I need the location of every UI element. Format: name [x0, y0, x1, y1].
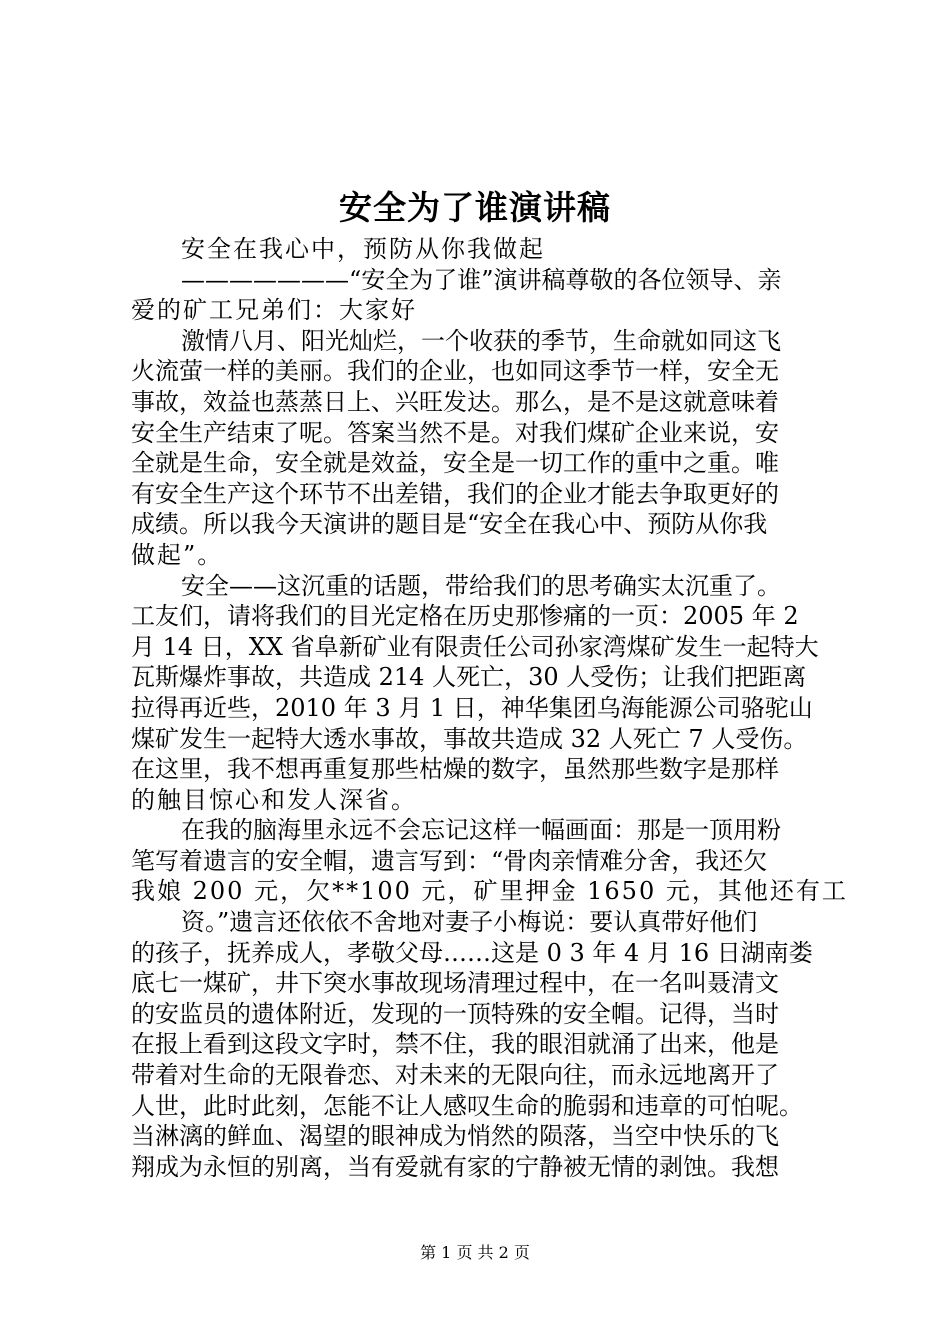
- page-footer: 第 1 页 共 2 页: [420, 1243, 530, 1262]
- text-line: 做起”。: [131, 540, 224, 569]
- text-line: 月 14 日，XX 省阜新矿业有限责任公司孙家湾煤矿发生一起特大: [131, 632, 819, 661]
- text-line: 在我的脑海里永远不会忘记这样一幅画面：那是一顶用粉: [181, 816, 781, 845]
- text-line: 安全——这沉重的话题，带给我们的思考确实太沉重了。: [181, 571, 781, 600]
- text-line: 的孩子，抚养成人，孝敬父母……这是 0 3 年 4 月 16 日湖南娄: [131, 938, 813, 967]
- text-line: 爱的矿工兄弟们：大家好: [131, 296, 417, 325]
- text-line: 资。”遗言还依依不舍地对妻子小梅说：要认真带好他们: [181, 908, 758, 937]
- text-line: 瓦斯爆炸事故，共造成 214 人死亡，30 人受伤；让我们把距离: [131, 663, 807, 692]
- text-line: 在报上看到这段文字时，禁不住，我的眼泪就涌了出来，他是: [131, 1030, 779, 1059]
- text-line: 拉得再近些，2010 年 3 月 1 日，神华集团乌海能源公司骆驼山: [131, 693, 813, 722]
- text-line: 翔成为永恒的别离，当有爱就有家的宁静被无情的剥蚀。我想: [131, 1152, 779, 1181]
- text-line: 成绩。所以我今天演讲的题目是“安全在我心中、预防从你我: [131, 510, 768, 539]
- text-line: 煤矿发生一起特大透水事故，事故共造成 32 人死亡 7 人受伤。: [131, 724, 808, 753]
- text-line: 事故，效益也蒸蒸日上、兴旺发达。那么，是不是这就意味着: [131, 387, 779, 416]
- document-title: 安全为了谁演讲稿: [339, 188, 611, 227]
- text-line: 的触目惊心和发人深省。: [131, 785, 417, 814]
- text-line: ———————“安全为了谁”演讲稿尊敬的各位领导、亲: [181, 265, 782, 294]
- text-line: 带着对生命的无限眷恋、对未来的无限向往，而永远地离开了: [131, 1061, 779, 1090]
- text-line: 安全在我心中，预防从你我做起: [181, 235, 545, 263]
- text-line: 安全生产结束了呢。答案当然不是。对我们煤矿企业来说，安: [131, 418, 779, 447]
- text-line: 底七一煤矿，井下突水事故现场清理过程中，在一名叫聂清文: [131, 969, 779, 998]
- text-line: 全就是生命，安全就是效益，安全是一切工作的重中之重。唯: [131, 449, 779, 478]
- text-line: 在这里，我不想再重复那些枯燥的数字，虽然那些数字是那样: [131, 755, 779, 784]
- text-line: 我娘 200 元，欠**100 元，矿里押金 1650 元，其他还有工: [131, 877, 848, 906]
- text-line: 笔写着遗言的安全帽，遗言写到：“骨肉亲情难分舍，我还欠: [131, 846, 768, 875]
- text-line: 工友们，请将我们的目光定格在历史那惨痛的一页：2005 年 2: [131, 602, 799, 631]
- text-line: 火流萤一样的美丽。我们的企业，也如同这季节一样，安全无: [131, 357, 779, 386]
- text-line: 的安监员的遗体附近，发现的一顶特殊的安全帽。记得，当时: [131, 999, 779, 1028]
- text-line: 有安全生产这个环节不出差错，我们的企业才能去争取更好的: [131, 479, 779, 508]
- text-line: 当淋漓的鲜血、渴望的眼神成为悄然的陨落，当空中快乐的飞: [131, 1122, 779, 1151]
- document-body: [131, 234, 848, 1182]
- text-line: 人世，此时此刻，怎能不让人感叹生命的脆弱和违章的可怕呢。: [131, 1091, 803, 1120]
- text-line: 激情八月、阳光灿烂，一个收获的季节，生命就如同这飞: [181, 326, 781, 355]
